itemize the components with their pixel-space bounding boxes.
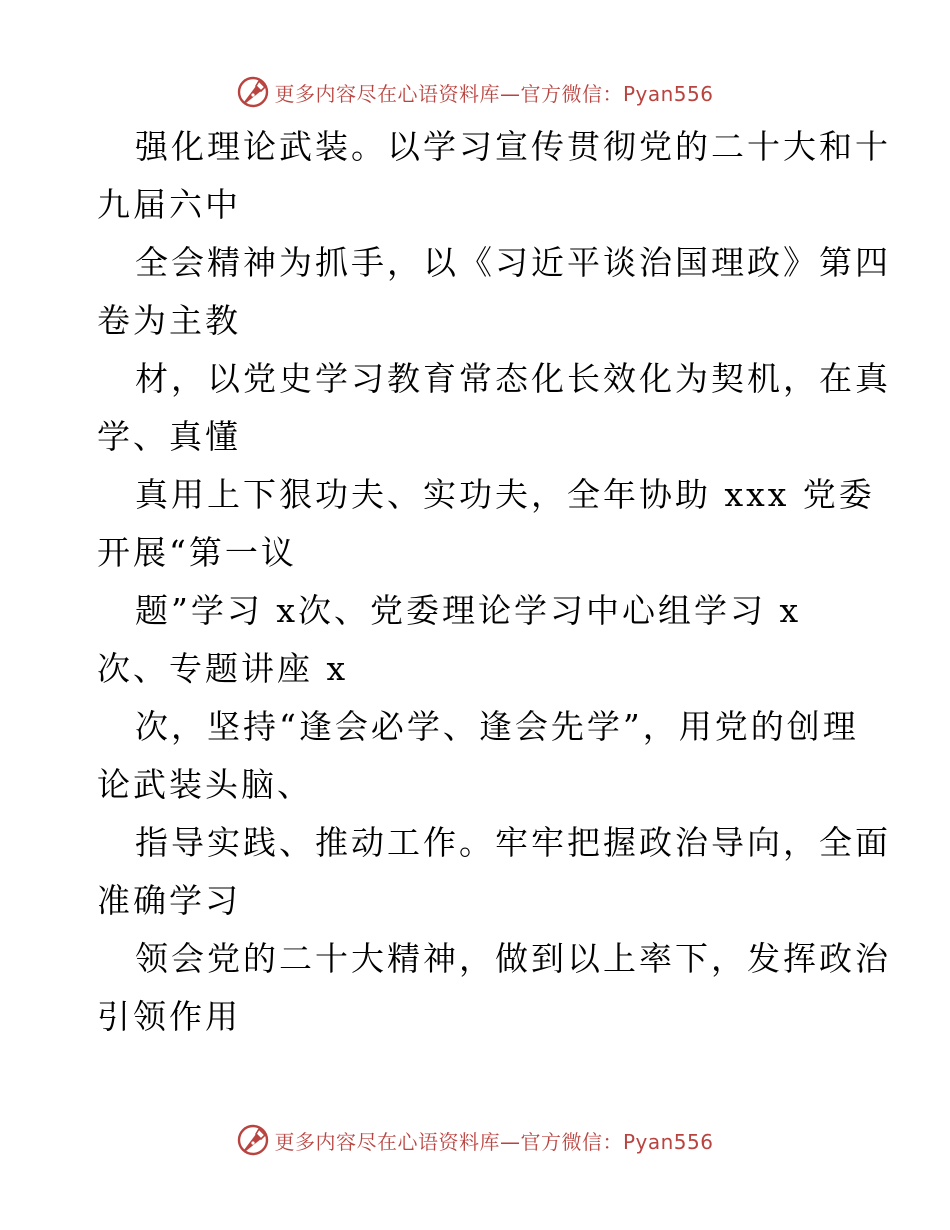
- body-line: 引领作用: [97, 997, 241, 1036]
- body-line: 论武装头脑、: [97, 765, 313, 804]
- body-line: 题”学习 x次、党委理论学习中心组学习 x: [135, 591, 802, 630]
- footer-banner-text: 更多内容尽在心语资料库—官方微信：Pyan556: [274, 1129, 714, 1154]
- body-line: 学、真懂: [97, 417, 241, 456]
- body-line: 真用上下狠功夫、实功夫，全年协助 xxx 党委: [135, 475, 875, 514]
- body-line: 指导实践、推动工作。牢牢把握政治导向，全面: [135, 823, 891, 862]
- pen-nib-logo-icon: [236, 1123, 270, 1157]
- pen-nib-logo-icon: [236, 75, 270, 109]
- body-line: 卷为主教: [97, 301, 241, 340]
- header-watermark-banner: [0, 72, 950, 112]
- header-banner-text: 更多内容尽在心语资料库—官方微信：Pyan556: [274, 81, 714, 106]
- body-line: 次，坚持“逢会必学、逢会先学”，用党的创理: [135, 707, 859, 746]
- body-line: 次、专题讲座 x: [97, 649, 349, 688]
- body-line: 全会精神为抓手，以《习近平谈治国理政》第四: [135, 243, 891, 282]
- body-line: 材，以党史学习教育常态化长效化为契机，在真: [135, 359, 891, 398]
- body-line: 强化理论武装。以学习宣传贯彻党的二十大和十: [135, 127, 891, 166]
- document-body: [97, 118, 891, 1046]
- body-line: 准确学习: [97, 881, 241, 920]
- body-line: 领会党的二十大精神，做到以上率下，发挥政治: [135, 939, 891, 978]
- body-line: 开展“第一议: [97, 533, 297, 572]
- body-line: 九届六中: [97, 185, 241, 224]
- footer-watermark-banner: [0, 1120, 950, 1160]
